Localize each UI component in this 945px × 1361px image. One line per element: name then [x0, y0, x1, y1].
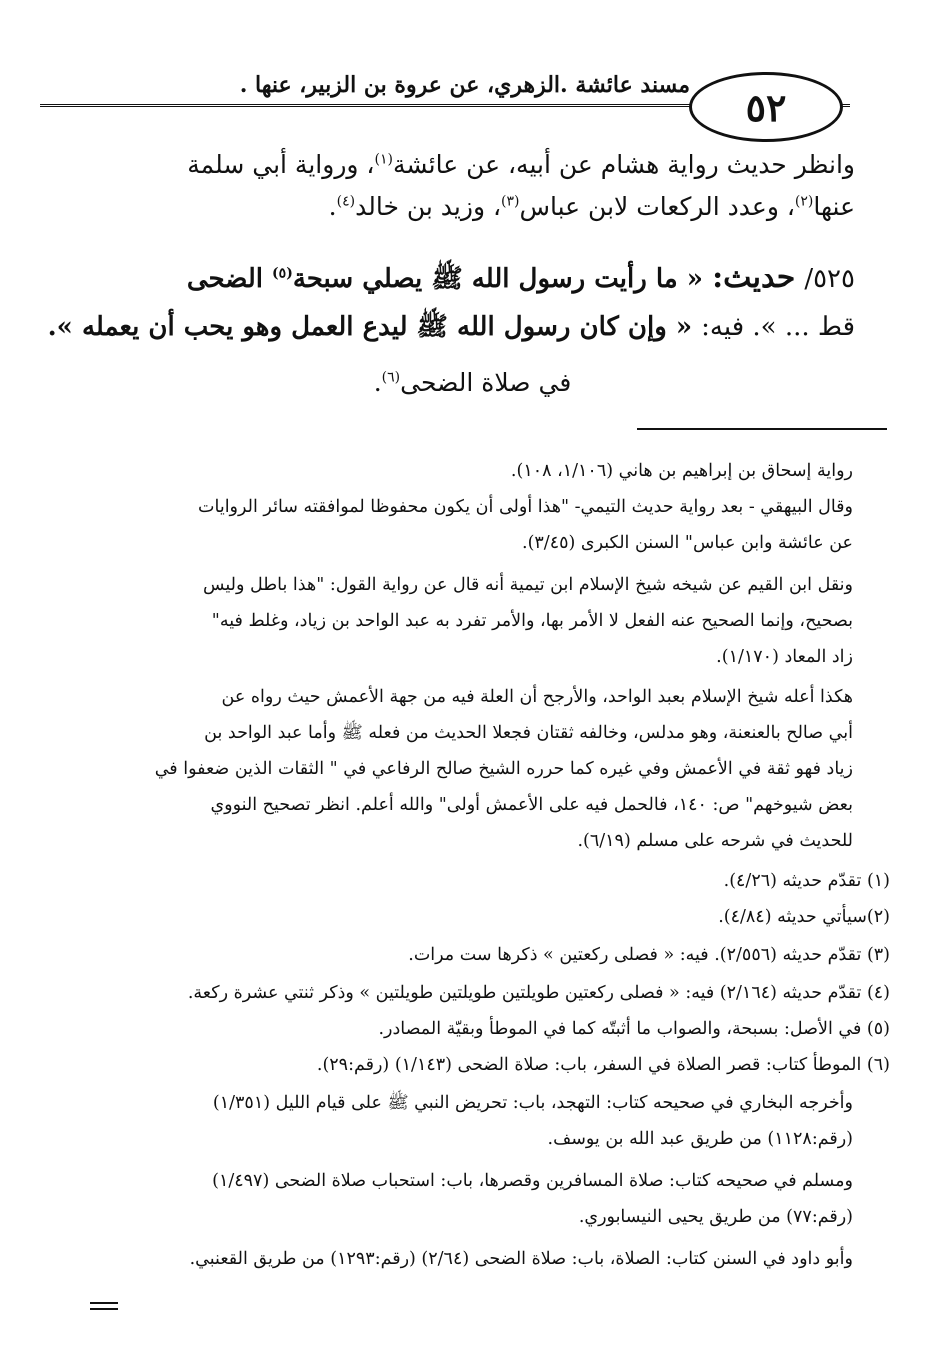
running-header-title: مسند عائشة .الزهري، عن عروة بن الزبير، عنها .	[239, 72, 690, 98]
hadith-block	[47, 260, 855, 343]
footnote-ref: (٢)	[794, 193, 814, 210]
page-number: ٥٢	[745, 84, 787, 130]
footnote-text: زاد المعاد (١/١٧٠).	[716, 647, 853, 667]
footnote-text: ونقل ابن القيم عن شيخه شيخ الإسلام ابن تيمية أنه قال عن رواية القول: "هذا باطل وليس	[203, 575, 853, 595]
footnote-text: زياد فهو ثقة في الأعمش وفي غيره كما حرره الشيخ صالح الرفاعي في " الثقات الذين ضعفوا في	[154, 759, 853, 779]
main-line-1: وانظر حديث رواية هشام عن أبيه، عن عائشة$^{(١)}$، ورواية أبي سلمة	[187, 150, 855, 179]
footnote-ref: (١)	[374, 151, 393, 168]
footnote-text: أبي صالح بالعنعنة، وهو مدلس، وخالفه ثقتان فجعلا الحديث من فعله ﷺ وأما عبد الواحد بن	[204, 723, 853, 743]
footnote-4: (٤) تقدّم حديثه (٢/١٦٤) فيه: « فصلى ركعتين طويلتين طويلتين طويلتين » وذكر ثنتي عشرة ركعة.	[187, 983, 890, 1003]
footnote-text: وقال البيهقي - بعد رواية حديث التيمي- "هذا أولى أن يكون محفوظا لموافقته سائر الروايات	[198, 497, 853, 517]
footnote-ref: (٥)	[272, 265, 293, 282]
footnote-text: عن عائشة وابن عباس" السنن الكبرى (٣/٤٥).	[522, 533, 853, 553]
hadith-label: حديث:	[712, 260, 796, 295]
footnote-text: (رقم:١١٢٨) من طريق عبد الله بن يوسف.	[547, 1129, 853, 1149]
footnote-text: للحديث في شرحه على مسلم (٦/١٩).	[577, 831, 853, 851]
footnote-3: (٣) تقدّم حديثه (٢/٥٥٦). فيه: « فصلى ركعتين » ذكرها ست مرات.	[408, 945, 890, 965]
footnote-ref: (٦)	[381, 369, 401, 386]
footnote-text: هكذا أعله شيخ الإسلام بعبد الواحد، والأرجح أن العلة فيه من جهة الأعمش حيث رواه عن	[221, 687, 853, 707]
footnote-6: (٦) الموطأ كتاب: قصر الصلاة في السفر، باب: صلاة الضحى (١/١٤٣) (رقم:٢٩).	[316, 1055, 890, 1075]
hadith-line-2: قط ... ». فيه: « وإن كان رسول الله ﷺ ليدع العمل وهو يحب أن يعمله ».	[47, 312, 855, 342]
page-number-badge	[689, 72, 843, 142]
footnote-text: وأخرجه البخاري في صحيحه كتاب: التهجد، باب: تحريض النبي ﷺ على قيام الليل (١/٣٥١)	[212, 1093, 853, 1113]
footnote-text: رواية إسحاق بن إبراهيم بن هاني (١/١٠٦، ١٠٨).	[510, 461, 853, 481]
footnote-1: (١) تقدّم حديثه (٤/٢٦).	[723, 871, 890, 891]
main-line-2: عنها$^{(٢)}$، وعدد الركعات لابن عباس$^{(٣)}$، وزيد بن خالد$^{(٤)}$.	[328, 192, 855, 221]
main-paragraph	[90, 150, 855, 222]
hadith-line-1: ٥٢٥/ حديث: « ما رأيت رسول الله ﷺ يصلي سبحة$^{(٥)}$ الضحى	[186, 260, 855, 295]
footnote-text: وأبو داود في السنن كتاب: الصلاة، باب: صلاة الضحى (٢/٦٤) (رقم:١٢٩٣) من طريق القعنبي.	[189, 1249, 853, 1269]
footnote-ref: (٤)	[336, 193, 356, 210]
footnote-ref: (٣)	[501, 193, 520, 210]
footnote-text: ومسلم في صحيحه كتاب: صلاة المسافرين وقصرها، باب: استحباب صلاة الضحى (١/٤٩٧)	[212, 1171, 853, 1191]
footnote-text: بعض شيوخهم" ص: ١٤٠، فالحمل فيه على الأعمش أولى" والله أعلم. انظر تصحيح النووي	[210, 795, 853, 815]
centered-note: في صلاة الضحى$^{(٦)}$.	[373, 368, 572, 397]
footnote-separator	[637, 428, 887, 430]
hadith-number: ٥٢٥/	[804, 264, 855, 294]
footnote-5: (٥) في الأصل: بسبحة، والصواب ما أثبتّه كما في الموطأ وبقيّة المصادر.	[378, 1019, 890, 1039]
page-end-mark	[90, 1302, 118, 1310]
footnote-text: بصحيح، وإنما الصحيح عنه الفعل لا الأمر بها، والأمر تفرد به عبد الواحد بن زياد، وغلط فيه"	[211, 611, 853, 631]
footnote-text: (رقم:٧٧) من طريق يحيى النيسابوري.	[578, 1207, 853, 1227]
footnote-2: (٢)سيأتي حديثه (٤/٨٤).	[718, 907, 890, 927]
